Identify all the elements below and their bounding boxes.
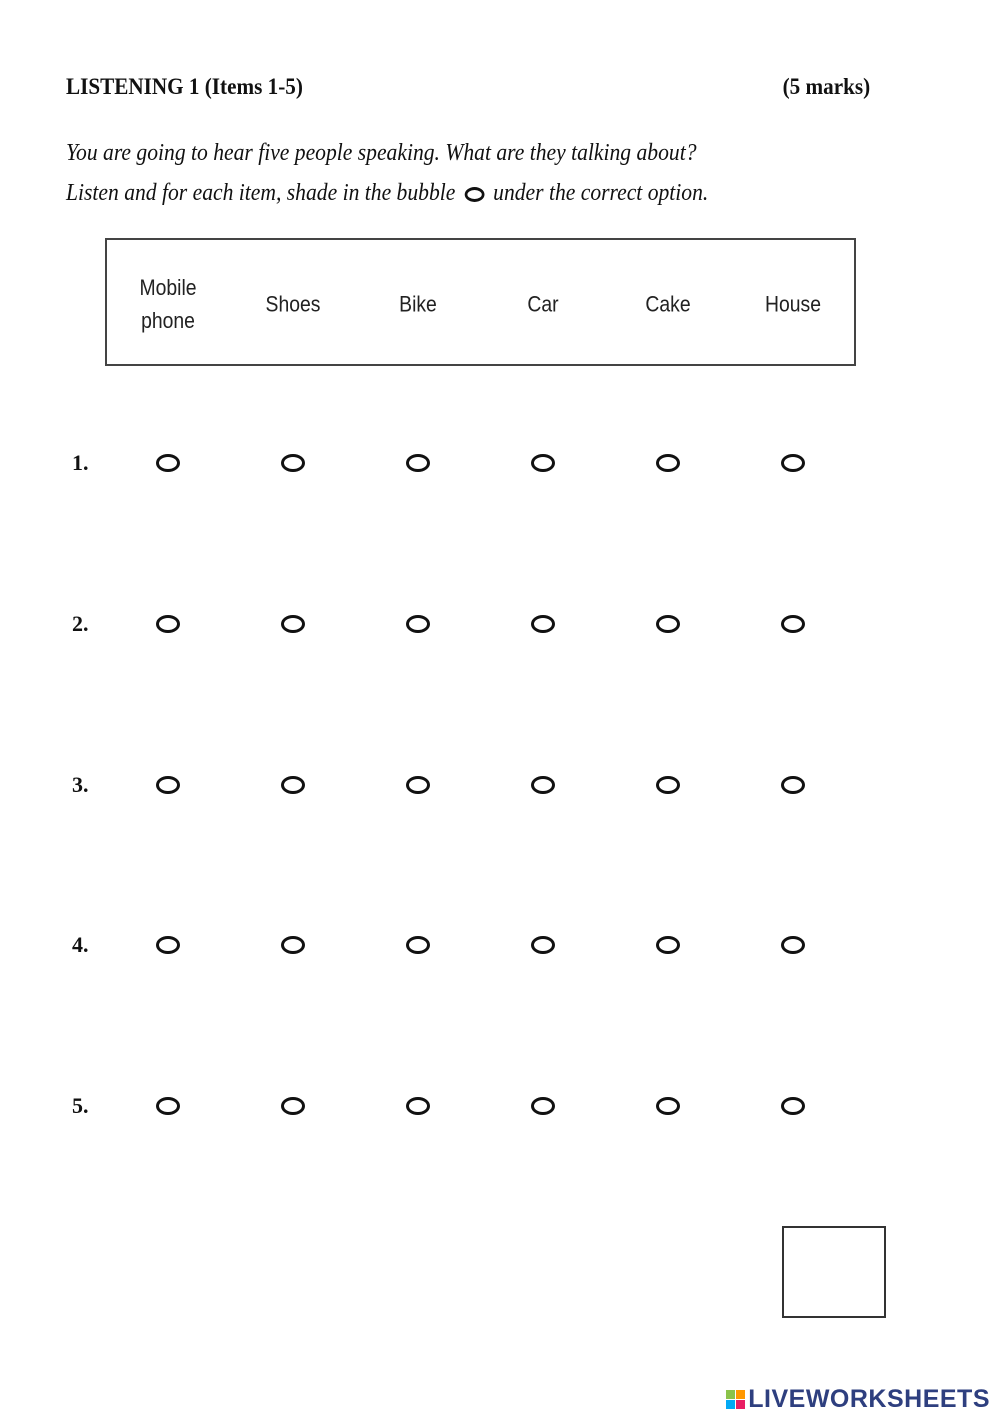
bubble-icon (464, 187, 484, 202)
answer-bubble-item-1-option-3[interactable] (406, 454, 430, 472)
option-label-text: Mobile (139, 275, 197, 300)
item-number-5: 5. (72, 1093, 89, 1118)
logo-square (726, 1400, 735, 1409)
answer-bubble-item-3-option-4[interactable] (531, 776, 555, 794)
option-label-text: House (765, 291, 821, 317)
option-label-5 (620, 288, 717, 321)
option-label-1 (120, 271, 217, 337)
option-label-2 (245, 288, 342, 321)
instruction-line-2-end: under the correct option. (493, 180, 709, 206)
answer-bubble-item-5-option-3[interactable] (406, 1097, 430, 1115)
item-number-4: 4. (72, 932, 89, 957)
answer-bubble-item-5-option-1[interactable] (156, 1097, 180, 1115)
brand-name: LIVEWORKSHEETS (748, 1385, 990, 1413)
options-header-box (105, 238, 856, 366)
option-label-text: Car (527, 291, 559, 317)
logo-square (736, 1390, 745, 1399)
logo-square (726, 1390, 735, 1399)
answer-bubble-item-5-option-4[interactable] (531, 1097, 555, 1115)
instruction-line-1: You are going to hear five people speaking. What are they talking about? (66, 140, 697, 166)
answer-bubble-item-5-option-5[interactable] (656, 1097, 680, 1115)
liveworksheets-logo-icon (726, 1390, 745, 1409)
answer-bubble-item-4-option-6[interactable] (781, 936, 805, 954)
answer-bubble-item-3-option-2[interactable] (281, 776, 305, 794)
answer-bubble-item-5-option-6[interactable] (781, 1097, 805, 1115)
option-label-4 (495, 288, 592, 321)
instruction-line-2 (66, 180, 708, 207)
instruction-line-2-start: Listen and for each item, shade in the bubble (66, 180, 456, 206)
answer-bubble-item-2-option-3[interactable] (406, 615, 430, 633)
answer-bubble-item-1-option-6[interactable] (781, 454, 805, 472)
option-label-text: Cake (645, 291, 691, 317)
item-number-2: 2. (72, 611, 89, 636)
title: LISTENING 1 (Items 1-5) (66, 74, 303, 99)
logo-square (736, 1400, 745, 1409)
answer-bubble-item-2-option-5[interactable] (656, 615, 680, 633)
answer-bubble-item-4-option-4[interactable] (531, 936, 555, 954)
answer-bubble-item-2-option-1[interactable] (156, 615, 180, 633)
answer-bubble-item-2-option-2[interactable] (281, 615, 305, 633)
answer-bubble-item-4-option-3[interactable] (406, 936, 430, 954)
answer-bubble-item-1-option-4[interactable] (531, 454, 555, 472)
answer-bubble-item-3-option-5[interactable] (656, 776, 680, 794)
option-label-6 (745, 288, 842, 321)
answer-bubble-item-3-option-3[interactable] (406, 776, 430, 794)
option-label-text-2: phone (141, 308, 195, 333)
answer-bubble-item-5-option-2[interactable] (281, 1097, 305, 1115)
item-number-1: 1. (72, 450, 89, 475)
option-label-text: Bike (399, 291, 437, 317)
marks-label: (5 marks) (782, 74, 870, 99)
answer-bubble-item-2-option-4[interactable] (531, 615, 555, 633)
answer-bubble-item-1-option-2[interactable] (281, 454, 305, 472)
brand-footer (726, 1385, 990, 1414)
answer-bubble-item-3-option-6[interactable] (781, 776, 805, 794)
option-label-text: Shoes (265, 291, 321, 317)
answer-bubble-item-1-option-1[interactable] (156, 454, 180, 472)
score-box[interactable] (782, 1226, 886, 1318)
answer-bubble-item-4-option-1[interactable] (156, 936, 180, 954)
answer-bubble-item-2-option-6[interactable] (781, 615, 805, 633)
answer-bubble-item-4-option-2[interactable] (281, 936, 305, 954)
answer-bubble-item-3-option-1[interactable] (156, 776, 180, 794)
item-number-3: 3. (72, 772, 89, 797)
answer-bubble-item-4-option-5[interactable] (656, 936, 680, 954)
answer-bubble-item-1-option-5[interactable] (656, 454, 680, 472)
option-label-3 (370, 288, 467, 321)
